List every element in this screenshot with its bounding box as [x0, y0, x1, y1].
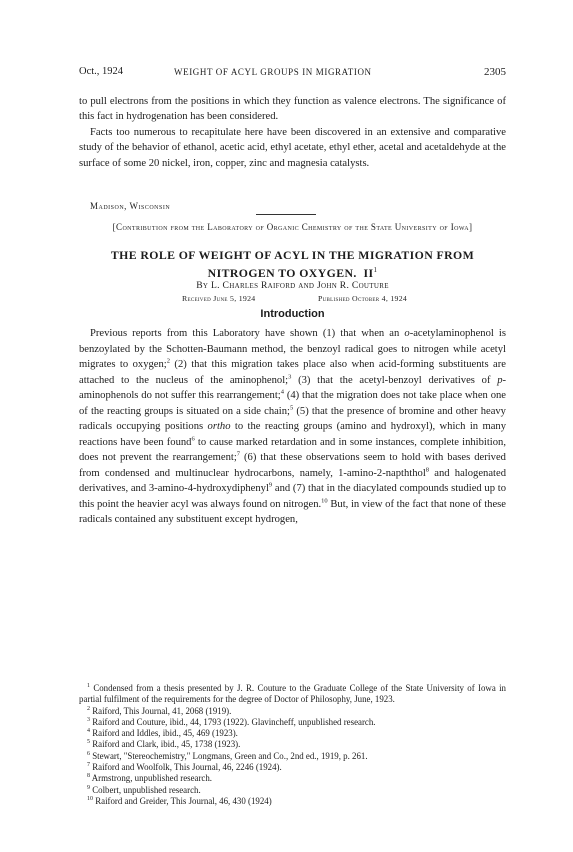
- footnote-text: Raiford and Greider, This Journal, 46, 430 (1924): [95, 795, 272, 806]
- article-title: [79, 248, 506, 281]
- footnote-text: Armstrong, unpublished research.: [91, 773, 213, 784]
- footnote: [79, 796, 506, 807]
- footnote-ref: 7: [236, 450, 241, 458]
- section-heading: Introduction: [260, 308, 325, 320]
- footnote-text: Raiford and Clark, ibid., 45, 1738 (1923).: [92, 739, 241, 750]
- intro-text: -acetylaminophenol is benzoylated by the Schotten-Baumann method, the benzoyl radical goes to nitrogen while acetyl migrates to oxygen;: [79, 328, 506, 370]
- article-title-line-2-text: NITROGEN TO OXYGEN.: [207, 265, 357, 280]
- footnote: [79, 717, 506, 728]
- section-divider: [256, 214, 316, 215]
- paragraph-valence-electrons: to pull electrons from the positions in which they function as valence electrons. The significance of this fact in hydrogenation has been considered.: [79, 96, 506, 123]
- header-running-title: WEIGHT OF ACYL GROUPS IN MIGRATION: [174, 67, 372, 77]
- footnote-ref: 2: [166, 357, 170, 365]
- intro-text: (3) that the acetyl-benzoyl derivatives of: [291, 374, 498, 386]
- footnote-number: 6: [87, 750, 90, 757]
- footnote-text: Raiford and Iddles, ibid., 45, 469 (1923).: [92, 728, 238, 739]
- intro-text: But, in view of the fact that none of these radicals contained any substituent except hydrogen,: [79, 498, 506, 525]
- article-title-line-1: THE ROLE OF WEIGHT OF ACYL IN THE MIGRATION FROM: [110, 248, 475, 262]
- intro-text: to the reacting groups (amino and hydroxyl), which in many reactions have been found: [79, 421, 506, 448]
- footnote-number: 5: [87, 739, 90, 746]
- author-location: Madison, Wisconsin: [90, 201, 171, 211]
- previous-article-conclusion: [79, 94, 506, 171]
- intro-text: (4) that the migration does not take place when one of the reacting groups is situated on a side chain;: [79, 390, 506, 417]
- footnote: [79, 773, 506, 784]
- footnote: [79, 785, 506, 796]
- title-footnote-ref: 1: [373, 266, 378, 274]
- footnote: [79, 739, 506, 750]
- intro-italic-ortho: ortho: [207, 421, 231, 432]
- footnote-ref: 4: [280, 388, 284, 396]
- footnote: [79, 683, 506, 706]
- intro-text: Previous reports from this Laboratory have shown (1) that when an: [90, 328, 405, 339]
- footnote-text: Colbert, unpublished research.: [92, 784, 201, 795]
- footnote: [79, 706, 506, 717]
- intro-text: -aminophenols do not suffer this rearrangement;: [79, 374, 507, 401]
- footnote-number: 7: [87, 762, 90, 769]
- footnote-number: 8: [87, 773, 90, 780]
- article-dates: [79, 294, 506, 306]
- contribution-note: [Contribution from the Laboratory of Organic Chemistry of the State University of Iowa]: [112, 222, 473, 232]
- footnote-number: 1: [87, 683, 90, 690]
- intro-text: to cause marked retardation and in some instances, complete inhibition, does not prevent the rearrangement;: [79, 436, 506, 463]
- footnote-ref: 8: [425, 465, 430, 473]
- footnote-text: Raiford, This Journal, 41, 2068 (1919).: [92, 705, 232, 716]
- article-title-line-2: [79, 263, 506, 281]
- footnote-ref: 10: [321, 496, 328, 504]
- footnote-number: 3: [87, 716, 90, 723]
- footnote-ref: 3: [288, 372, 292, 380]
- footnote-number: 2: [87, 705, 90, 712]
- footnote-text: Stewart, "Stereochemistry," Longmans, Green and Co., 2nd ed., 1919, p. 261.: [92, 750, 368, 761]
- header-date: Oct., 1924: [79, 66, 124, 77]
- footnote-ref: 5: [290, 403, 294, 411]
- intro-italic-para-prefix: p: [497, 374, 503, 386]
- intro-text: (6) that these observations seem to hold with bases derived from condensed and multinuclear hydrocarbons, namely, 1-amino-2-napththol: [79, 452, 506, 479]
- intro-text: (5) that the presence of bromine and other heavy radicals occupying positions: [79, 405, 506, 432]
- footnote: [79, 751, 506, 762]
- running-header: [79, 66, 506, 80]
- intro-text: (2) that this migration takes place also when acid-forming substituents are attached to the nucleus of the aminophenol;: [79, 359, 506, 386]
- article-title-numeral: II: [363, 265, 374, 280]
- received-date: Received June 5, 1924: [182, 294, 256, 303]
- intro-text: and halogenated derivatives, and 3-amino-4-hydroxydiphenyl: [79, 467, 506, 494]
- footnote-number: 4: [87, 728, 90, 735]
- intro-text: and (7) that in the diacylated compounds studied up to this point the heavier acyl was always found on nitrogen.: [79, 483, 506, 510]
- footnote-text: Raiford and Woolfolk, This Journal, 46, 2246 (1924).: [92, 762, 282, 773]
- footnote: [79, 762, 506, 773]
- footnote: [79, 728, 506, 739]
- footnote-text: Condensed from a thesis presented by J. R. Couture to the Graduate College of the State University of Iowa in partial fulfilment of the requirements for the degree of Doctor of Philosophy, June, 1923.: [79, 683, 506, 705]
- intro-italic-ortho-prefix: o: [404, 328, 410, 339]
- footnote-text: Raiford and Couture, ibid., 44, 1793 (1922). Glavincheff, unpublished research.: [92, 716, 376, 727]
- published-date: Published October 4, 1924: [318, 294, 408, 303]
- introduction-paragraph: [79, 326, 506, 528]
- footnote-number: 9: [87, 784, 90, 791]
- byline: By L. Charles Raiford and John R. Couture: [196, 280, 389, 291]
- footnotes: [79, 683, 506, 807]
- header-page-number: 2305: [484, 66, 506, 78]
- footnote-ref: 9: [268, 481, 273, 489]
- footnote-number: 10: [87, 796, 93, 802]
- paragraph-catalyst-study: Facts too numerous to recapitulate here have been discovered in an extensive and comparative study of the behavior of ethanol, acetic acid, ethyl acetate, ethyl ether, acetal and acetaldehyde at the surface of some 20 nickel, iron, copper, zinc and magnesia catalysts.: [79, 126, 506, 169]
- footnote-ref: 6: [191, 434, 195, 442]
